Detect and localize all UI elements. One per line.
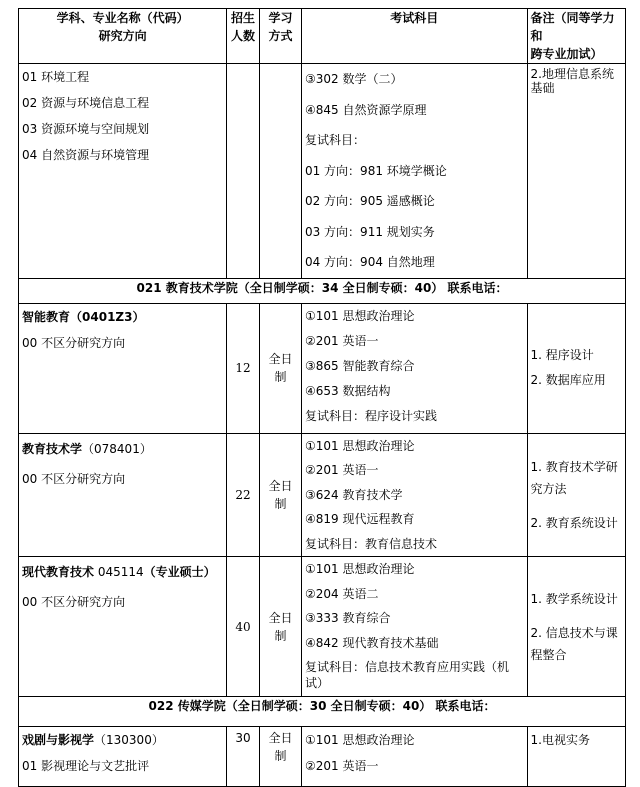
section-header: 021 教育技术学院（全日制学硕：34 全日制专硕：40） 联系电话： [19, 278, 626, 303]
program-cell: 戏剧与影视学（130300） 01 影视理论与文艺批评 [19, 727, 227, 787]
count-cell: 22 [227, 433, 260, 557]
table-row [19, 557, 626, 697]
table-row [19, 433, 626, 557]
table-row [19, 727, 626, 787]
directions-cell: 01 环境工程 02 资源与环境信息工程 03 资源环境与空间规划 04 自然资源与环境管理 [19, 64, 227, 279]
enrollment-table [18, 8, 626, 787]
mode-cell: 全日制 [259, 727, 301, 787]
mode-cell [259, 64, 301, 279]
exams-cell: ③302 数学（二） ④845 自然资源学原理 复试科目： 01 方向：981 环境学概论 02 方向：905 遥感概论 03 方向：911 规划实务 04 方向：904 自然地理 [301, 64, 527, 279]
mode-cell: 全日制 [259, 433, 301, 557]
notes-cell: 1. 程序设计 2. 数据库应用 [527, 303, 625, 433]
mode-cell: 全日制 [259, 303, 301, 433]
table-row [19, 303, 626, 433]
program-cell: 教育技术学（078401） 00 不区分研究方向 [19, 433, 227, 557]
header-exams: 考试科目 [301, 9, 527, 64]
exams-cell: ①101 思想政治理论 ②201 英语一 ③865 智能教育综合 ④653 数据结构 复试科目：程序设计实践 [301, 303, 527, 433]
table-row [19, 64, 626, 279]
notes-cell: 1.电视实务 [527, 727, 625, 787]
header-count: 招生 人数 [227, 9, 260, 64]
count-cell: 12 [227, 303, 260, 433]
program-cell: 智能教育（0401Z3） 00 不区分研究方向 [19, 303, 227, 433]
notes-cell: 2.地理信息系统基础 [527, 64, 625, 279]
header-subject: 学科、专业名称（代码） 研究方向 [19, 9, 227, 64]
section-header: 022 传媒学院（全日制学硕：30 全日制专硕：40） 联系电话： [19, 697, 626, 727]
mode-cell: 全日制 [259, 557, 301, 697]
table-header [19, 9, 626, 64]
header-mode: 学习 方式 [259, 9, 301, 64]
header-notes: 备注（同等学力和 跨专业加试） [527, 9, 625, 64]
program-cell: 现代教育技术 045114（专业硕士） 00 不区分研究方向 [19, 557, 227, 697]
exams-cell: ①101 思想政治理论 ②201 英语一 [301, 727, 527, 787]
count-cell: 30 [227, 727, 260, 787]
notes-cell: 1. 教育技术学研究方法 2. 教育系统设计 [527, 433, 625, 557]
count-cell: 40 [227, 557, 260, 697]
exams-cell: ①101 思想政治理论 ②204 英语二 ③333 教育综合 ④842 现代教育技术基础 复试科目：信息技术教育应用实践（机试） [301, 557, 527, 697]
count-cell [227, 64, 260, 279]
notes-cell: 1. 教学系统设计 2. 信息技术与课程整合 [527, 557, 625, 697]
exams-cell: ①101 思想政治理论 ②201 英语一 ③624 教育技术学 ④819 现代远程教育 复试科目：教育信息技术 [301, 433, 527, 557]
